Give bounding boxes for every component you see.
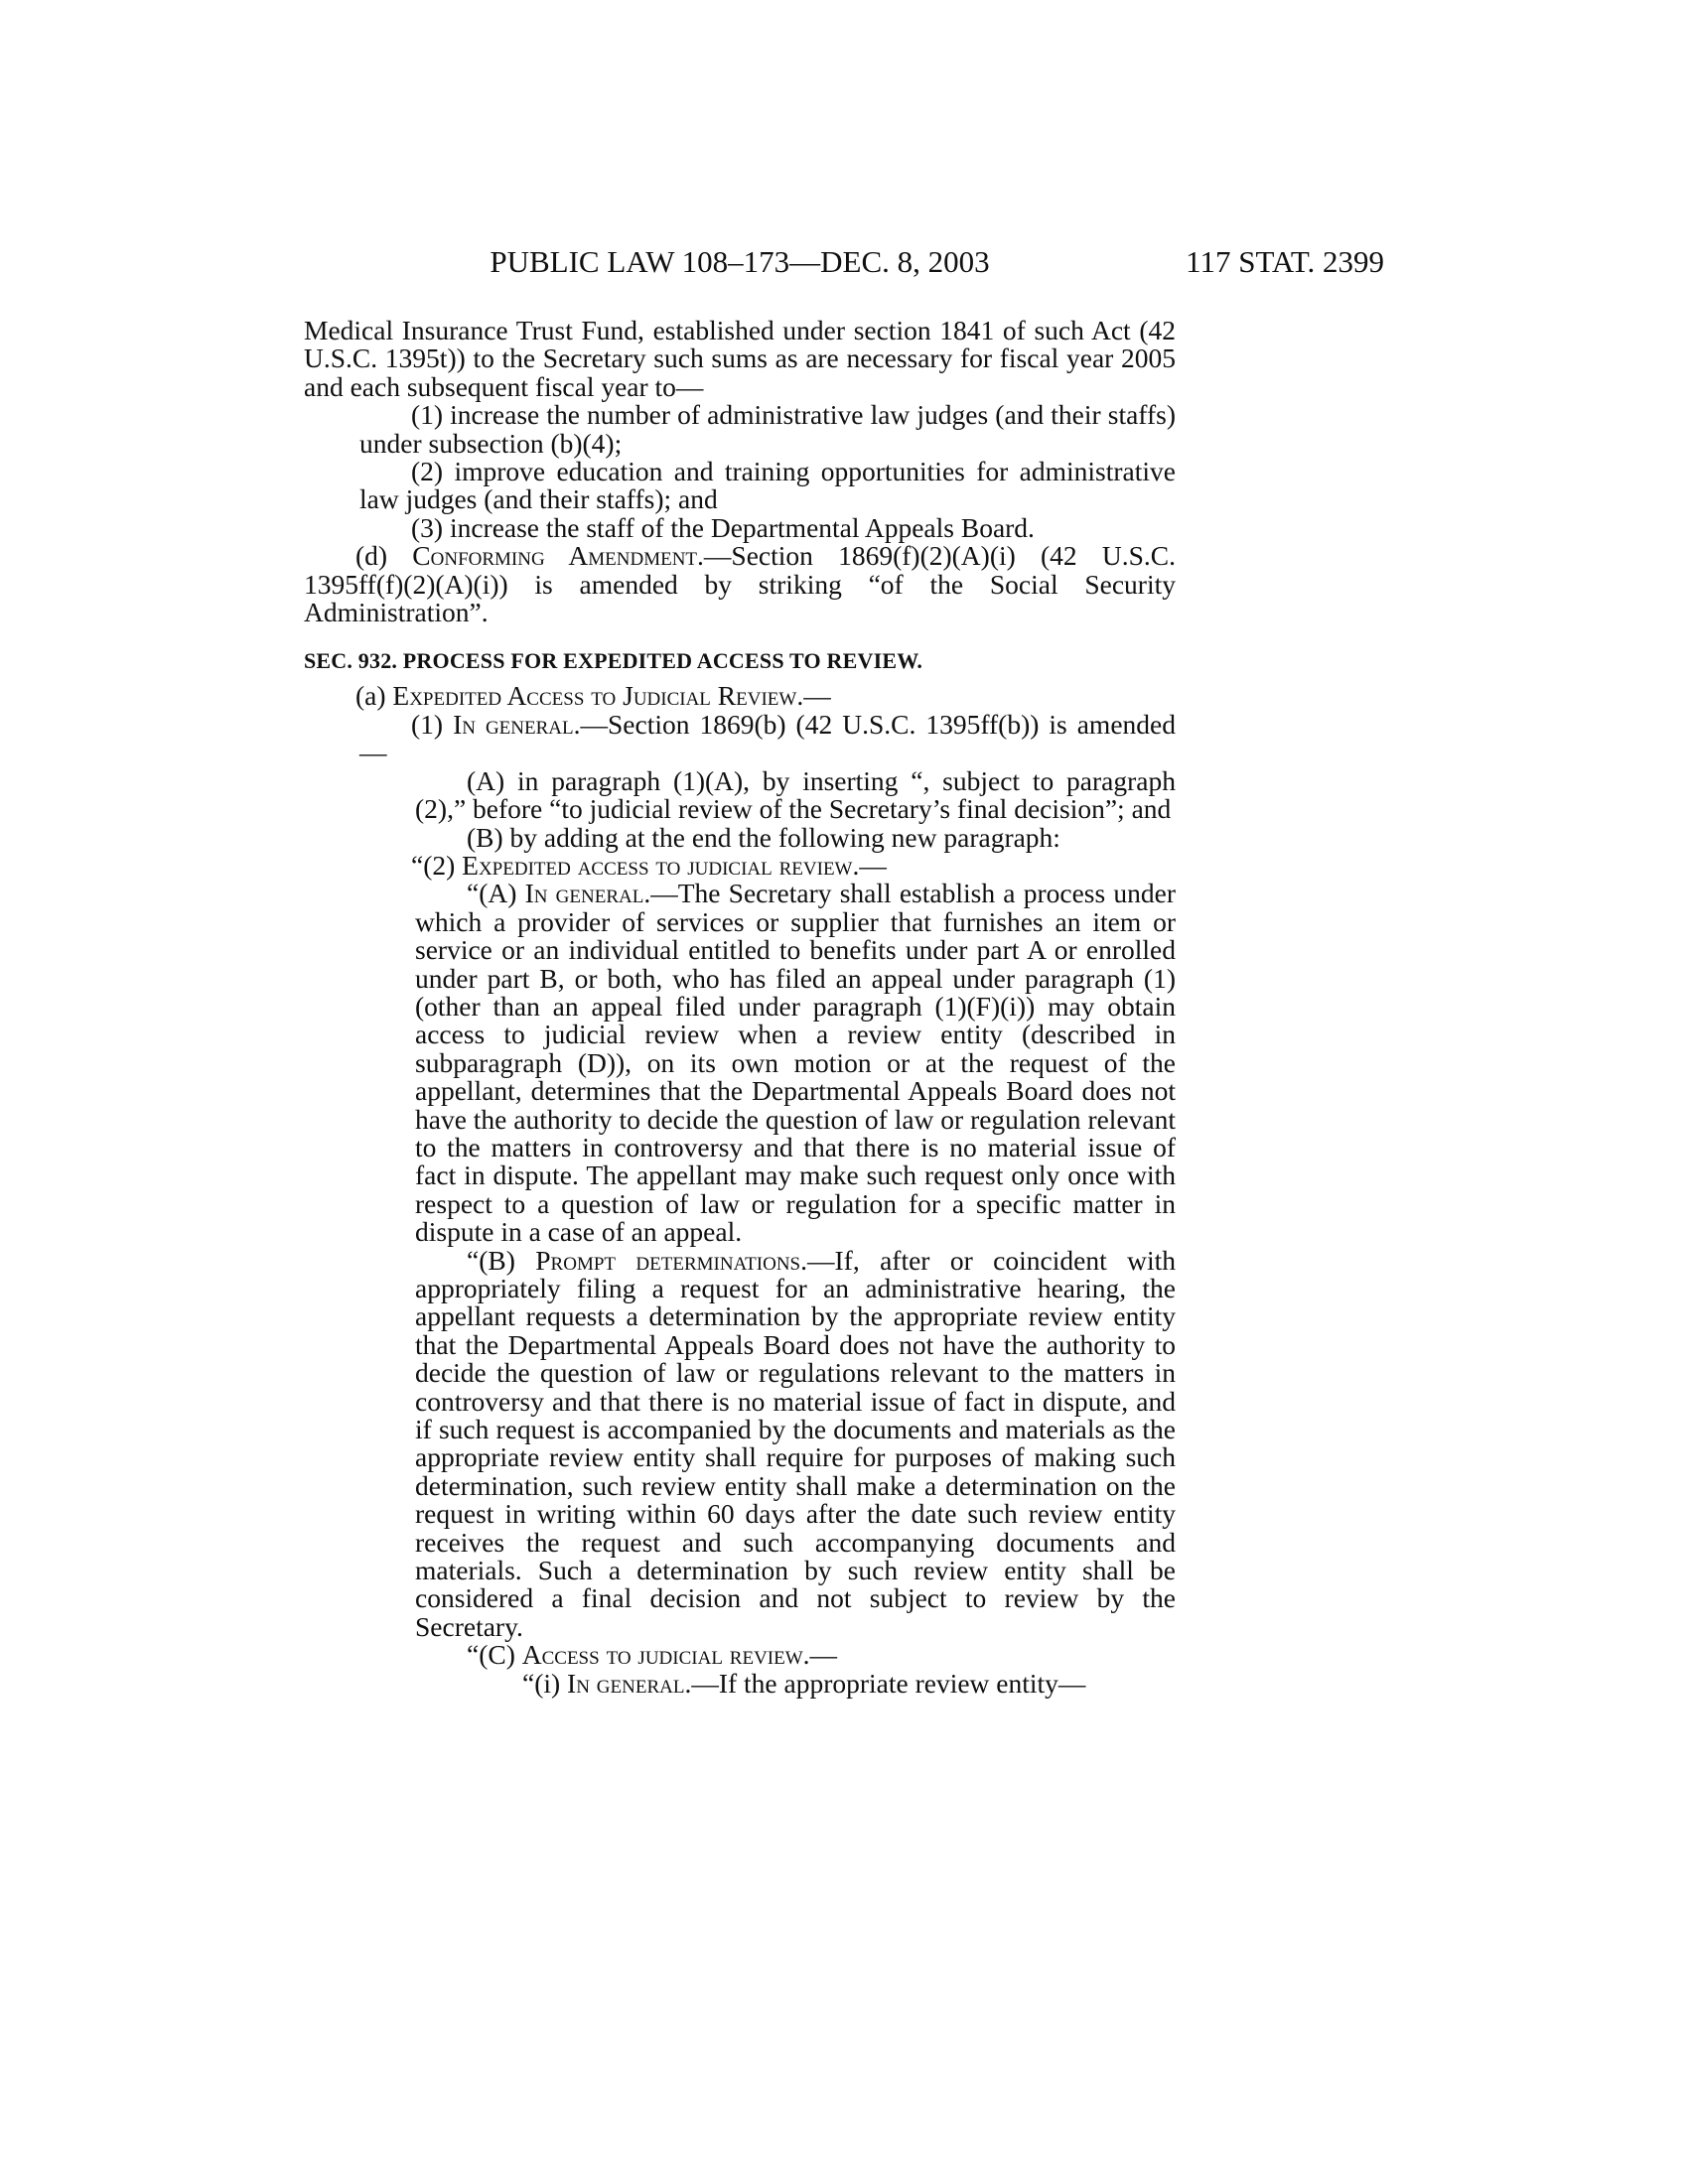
document-body bbox=[304, 317, 1176, 1698]
subsection-text: — bbox=[803, 680, 831, 712]
page-header-title: PUBLIC LAW 108–173—DEC. 8, 2003 bbox=[490, 244, 990, 279]
paragraph-text: — bbox=[809, 1639, 838, 1671]
page-header-stat: 117 STAT. 2399 bbox=[1186, 244, 1384, 279]
paragraph-conforming-amendment bbox=[304, 542, 1176, 626]
subsection-caption: Conforming Amendment. bbox=[412, 540, 704, 572]
paragraph-a1-A: (A) in paragraph (1)(A), by inserting “, subject to paragraph (2),” before “to judicial review of the Secretary’s final decision”; and bbox=[415, 764, 1176, 825]
paragraph-quoted-2C bbox=[304, 1641, 1176, 1669]
paragraph-caption: Expedited access to judicial review. bbox=[462, 849, 860, 881]
paragraph-text: —The Secretary shall establish a process under which a provider of services or supplier that furnishes an item or service or an individual entitled to benefits under part A or enrolled under part B, or both, who has filed an appeal under paragraph (1) (other than an appeal filed under paragraph (1)(F)(i)) may obtain access to judicial review when a review entity (described in subparagraph (D)), on its own motion or at the request of the appellant, determines that the Departmental Appeals Board does not have the authority to decide the question of law or regulation relevant to the matters in controversy and that there is no material issue of fact in dispute. The appellant may make such request only once with respect to a question of law or regulation for a specific matter in dispute in a case of an appeal. bbox=[415, 878, 1176, 1248]
paragraph-lead: “(C) bbox=[467, 1639, 522, 1671]
paragraph-quoted-2 bbox=[304, 849, 1176, 881]
paragraph-text: —If the appropriate review entity— bbox=[691, 1667, 1086, 1699]
paragraph-a1-B: (B) by adding at the end the following new paragraph: bbox=[467, 821, 1060, 853]
paragraph-item-3: (3) increase the staff of the Departmental Appeals Board. bbox=[411, 511, 1035, 543]
subsection-lead: (d) bbox=[355, 540, 413, 572]
paragraph-caption: In general. bbox=[524, 878, 651, 909]
paragraph-lead: “(A) bbox=[467, 878, 525, 909]
paragraph-caption: Access to judicial review. bbox=[521, 1639, 810, 1671]
paragraph-item-2: (2) improve education and training opportunities for administrative law judges (and their staffs); and bbox=[359, 456, 1176, 515]
paragraph-item-1: (1) increase the number of administrative law judges (and their staffs) under subsection (b)(4); bbox=[359, 399, 1176, 459]
subsection-text: —Section 1869(f)(2)(A)(i) (42 U.S.C. 1395ff(f)(2)(A)(i)) is amended by striking “of the Social Security Administration”. bbox=[304, 540, 1176, 628]
paragraph-lead: “(i) bbox=[522, 1667, 568, 1699]
paragraph-lead: (1) bbox=[411, 708, 454, 740]
paragraph-caption: In general. bbox=[453, 708, 581, 740]
paragraph-quoted-2A bbox=[304, 880, 1176, 1246]
paragraph-quoted-2B bbox=[304, 1244, 1176, 1642]
paragraph-lead: “(2) bbox=[411, 849, 463, 881]
paragraph-text: — bbox=[859, 849, 887, 881]
paragraph-subsection-a bbox=[304, 682, 1176, 710]
paragraph-a1 bbox=[304, 708, 1176, 768]
paragraph-caption: Prompt determinations. bbox=[535, 1244, 808, 1276]
subsection-lead: (a) bbox=[355, 680, 393, 712]
paragraph-quoted-2C-i bbox=[304, 1667, 1176, 1699]
paragraph-caption: In general. bbox=[567, 1667, 692, 1699]
subsection-caption: Expedited Access to Judicial Review. bbox=[392, 680, 804, 712]
paragraph-lead: “(B) bbox=[467, 1244, 536, 1276]
paragraph-trust-fund: Medical Insurance Trust Fund, established under section 1841 of such Act (42 U.S.C. 1395t)) to the Secretary such sums as are necessary for fiscal year 2005 and each subsequent fiscal year to— bbox=[304, 315, 1176, 402]
paragraph-text: —If, after or coincident with appropriately filing a request for an administrative hearing, the appellant requests a determination by the appropriate review entity that the Departmental Appeals Board does not have the authority to decide the question of law or regulations relevant to the matters in controversy and that there is no material issue of fact in dispute, and if such request is accompanied by the documents and materials as the appropriate review entity shall require for purposes of making such determination, such review entity shall make a determination on the request in writing within 60 days after the date such review entity receives the request and such accompanying documents and materials. Such a determination by such review entity shall be considered a final decision and not subject to review by the Secretary. bbox=[415, 1244, 1176, 1642]
section-heading: SEC. 932. PROCESS FOR EXPEDITED ACCESS TO REVIEW. bbox=[304, 648, 923, 674]
paragraph-text: —Section 1869(b) (42 U.S.C. 1395ff(b)) is amended— bbox=[359, 708, 1176, 768]
